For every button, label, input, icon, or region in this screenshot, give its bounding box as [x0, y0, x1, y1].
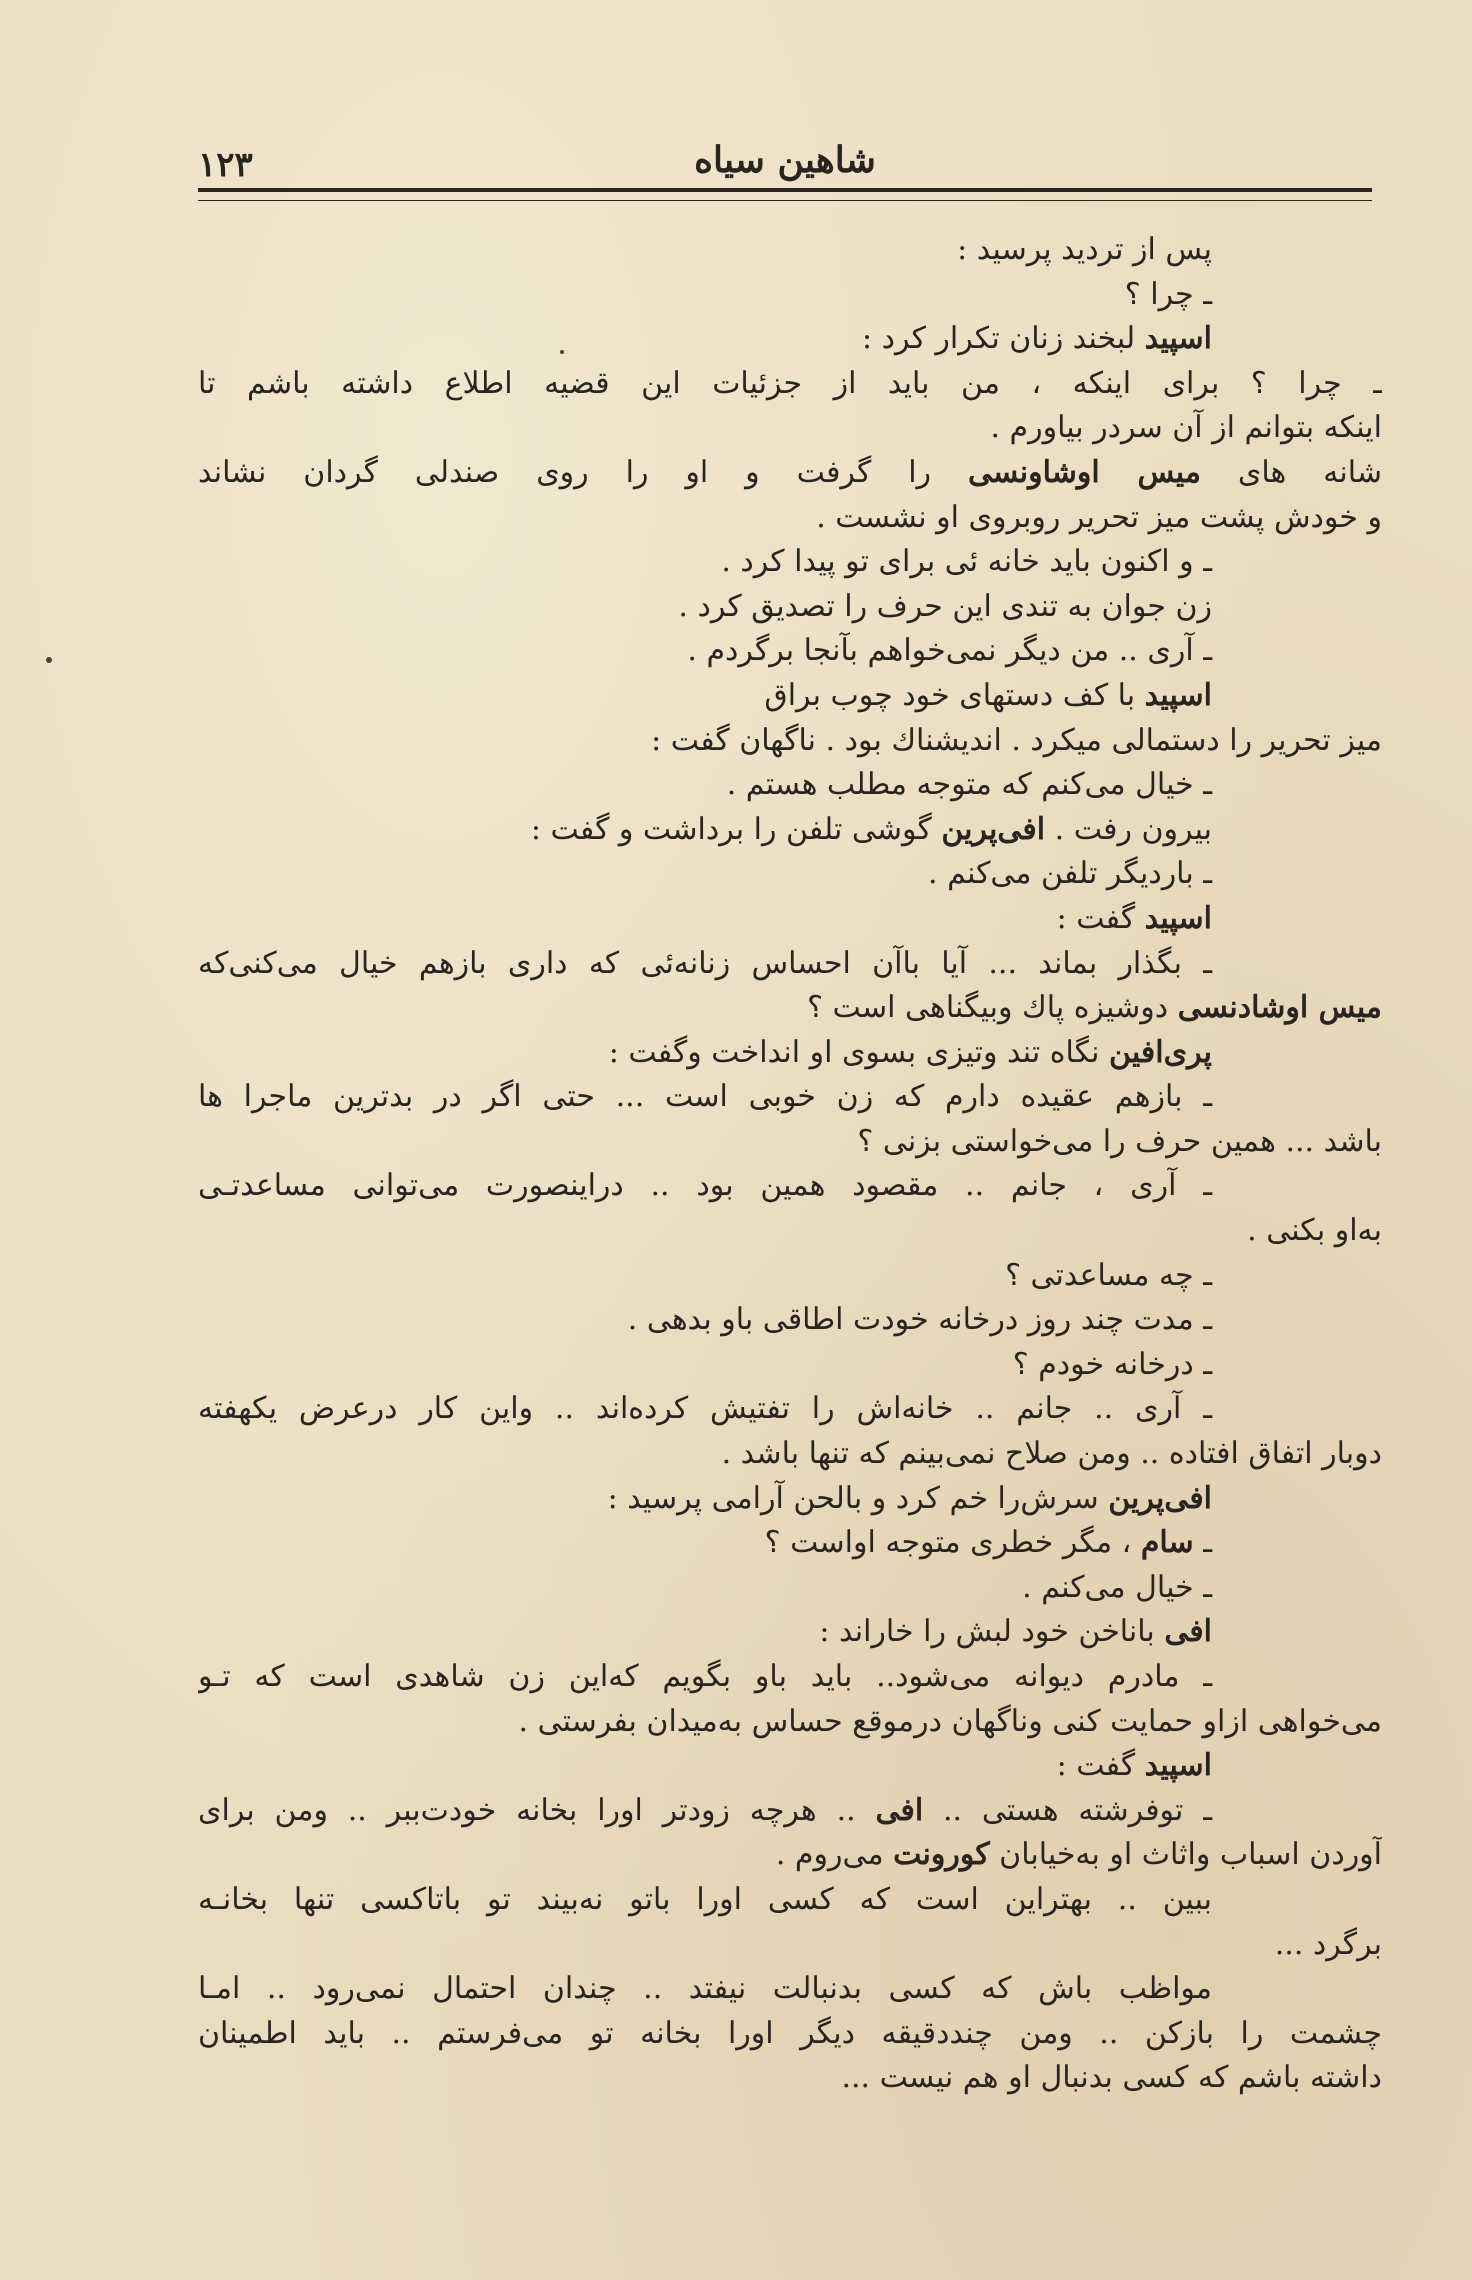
text-line: [198, 629, 1382, 674]
text-segment: و خودش پشت میز تحریر روبروی او نشست .: [816, 499, 1382, 535]
text-segment: زن جوان به تندی این حرف را تصدیق کرد .: [678, 588, 1212, 624]
text-segment: گفت :: [1056, 900, 1145, 936]
text-segment: ـ چرا ؟ برای اینکه ، من باید از جزئیات این قضیه اطلاع داشته باشم تا: [198, 365, 1382, 401]
character-name: پری‌افین: [1109, 1034, 1212, 1070]
text-line: [198, 1209, 1382, 1254]
text-segment: ـ مادرم دیوانه می‌شود.. باید باو بگویم که‌این زن شاهدی است که تـو: [198, 1659, 1212, 1694]
character-name: اسپید: [1144, 1748, 1212, 1784]
text-segment: باناخن خود لبش را خاراند :: [819, 1614, 1165, 1650]
character-name: میس اوشادنسی: [1177, 990, 1382, 1026]
text-line: [198, 1566, 1382, 1611]
text-segment: ـ آری .. من دیگر نمی‌خواهم بآنجا برگردم .: [687, 633, 1212, 669]
text-line: [198, 1254, 1382, 1299]
text-line: [198, 852, 1382, 897]
text-line: [198, 496, 1382, 541]
character-name: اسپید: [1144, 677, 1212, 713]
text-segment: ـ بازهم عقیده دارم که زن خوبی است ... حتی اگر در بدترین ماجرا ها: [198, 1079, 1212, 1115]
text-segment: ـ و اکنون باید خانه ئی برای تو پیدا کرد .: [721, 544, 1212, 580]
text-segment: ببین .. بهتراین است که کسی اورا باتو نه‌بیند تو باتاکسی تنها بخانـه: [198, 1881, 1212, 1917]
text-segment: با کف دستهای خود چوب براق: [764, 677, 1145, 713]
text-segment: ـ باردیگر تلفن می‌کنم .: [928, 856, 1212, 892]
text-segment: به‌او بکنی .: [1247, 1213, 1382, 1249]
text-segment: می‌خواهی ازاو حمایت کنی وناگهان درموقع حساس به‌میدان بفرستی .: [518, 1703, 1382, 1739]
text-line: [198, 1164, 1382, 1209]
character-name: میس اوشاونسی: [967, 454, 1201, 490]
ink-speck: [46, 657, 52, 663]
text-line: [198, 1700, 1382, 1745]
text-line: [198, 1744, 1382, 1789]
text-segment: آوردن اسباب واثاث او به‌خیابان: [989, 1837, 1382, 1873]
text-line: [198, 1120, 1382, 1165]
text-segment: سرش‌را خم کرد و بالحن آرامی پرسید :: [607, 1480, 1109, 1516]
text-segment: دوشیزه پاك وبیگناهی است ؟: [807, 990, 1178, 1026]
text-line: [198, 1923, 1382, 1968]
text-line: [198, 273, 1382, 318]
character-name: اسپید: [1144, 321, 1212, 357]
text-line: [198, 1031, 1382, 1076]
header-rule-thick: [198, 188, 1372, 192]
text-segment: برگرد ...: [1274, 1926, 1382, 1962]
text-line: [198, 719, 1382, 764]
text-segment: شانه های: [1200, 454, 1382, 490]
text-segment: باشد ... همین حرف را می‌خواستی بزنی ؟: [857, 1123, 1382, 1159]
text-segment: ـ آری ، جانم .. مقصود همین بود .. دراینصورت می‌توانی مساعدتـی: [198, 1168, 1212, 1204]
text-segment: مواظب باش که کسی بدنبالت نیفتد .. چندان احتمال نمی‌رود .. امـا: [198, 1971, 1212, 2007]
text-line: [198, 1075, 1382, 1120]
body-text: [198, 228, 1382, 2101]
text-segment: لبخند زنان تکرار کرد :: [862, 321, 1145, 357]
ink-speck: [560, 350, 564, 354]
text-segment: .. هرچه زودتر اورا بخانه خودت‌ببر .. ومن برای: [198, 1792, 876, 1828]
text-segment: می‌روم .: [775, 1837, 894, 1873]
text-segment: ـ خیال می‌کنم که متوجه مطلب هستم .: [726, 767, 1212, 803]
character-name: سام: [1140, 1525, 1194, 1561]
text-segment: گفت :: [1056, 1748, 1145, 1784]
text-segment: بیرون رفت .: [1045, 811, 1212, 847]
text-segment: ـ درخانه خودم ؟: [1012, 1346, 1212, 1382]
page-number: ١٢٣: [198, 145, 253, 185]
header-rule-thin: [198, 200, 1372, 201]
text-line: [198, 1343, 1382, 1388]
character-name: افی‌پرین: [941, 811, 1046, 847]
text-line: [198, 2056, 1382, 2101]
text-line: [198, 942, 1382, 987]
text-segment: ، مگر خطری متوجه اواست ؟: [764, 1525, 1141, 1561]
text-line: [198, 897, 1382, 942]
text-segment: ـ مدت چند روز درخانه خودت اطاقی باو بدهی .: [627, 1302, 1212, 1338]
text-segment: ـ آری .. جانم .. خانه‌اش را تفتیش کرده‌اند .. واین کار درعرض یکهفته: [198, 1391, 1212, 1427]
text-line: [198, 2012, 1382, 2057]
running-title: شاهین سیاه: [694, 139, 876, 181]
text-line: [198, 1967, 1382, 2012]
text-line: [198, 1610, 1382, 1655]
text-segment: ـ توفرشته هستی ..: [923, 1792, 1212, 1828]
text-line: [198, 451, 1382, 496]
text-line: [198, 1387, 1382, 1432]
text-segment: دوبار اتفاق افتاده .. ومن صلاح نمی‌بینم که تنها باشد .: [721, 1436, 1382, 1472]
text-segment: ـ چرا ؟: [1124, 276, 1212, 312]
text-line: [198, 228, 1382, 273]
character-name: افی: [875, 1792, 924, 1828]
character-name: اسپید: [1144, 900, 1212, 936]
text-line: [198, 986, 1382, 1031]
character-name: افی‌پرین: [1108, 1480, 1212, 1516]
text-line: [198, 1789, 1382, 1834]
text-line: [198, 1655, 1382, 1700]
text-line: [198, 674, 1382, 719]
text-line: [198, 1298, 1382, 1343]
text-line: [198, 406, 1382, 451]
text-segment: نگاه تند وتیزی بسوی او انداخت وگفت :: [608, 1034, 1110, 1070]
character-name: افی: [1164, 1614, 1212, 1650]
text-segment: ـ بگذار بماند ... آیا باآن احساس زنانه‌ئی که داری بازهم خیال می‌کنی‌که: [198, 945, 1212, 981]
text-segment: ـ خیال می‌کنم .: [1022, 1569, 1212, 1605]
text-segment: ـ چه مساعدتی ؟: [1005, 1257, 1212, 1293]
text-line: [198, 540, 1382, 585]
text-line: [198, 808, 1382, 853]
text-segment: چشمت را بازکن .. ومن چنددقیقه دیگر اورا بخانه تو می‌فرستم .. باید اطمینان: [198, 2015, 1382, 2051]
text-segment: اینکه بتوانم از آن سردر بیاورم .: [990, 410, 1382, 446]
text-line: [198, 1432, 1382, 1477]
text-line: [198, 1477, 1382, 1522]
text-line: [198, 1521, 1382, 1566]
text-segment: میز تحریر را دستمالی میکرد . اندیشناك بود . ناگهان گفت :: [651, 722, 1382, 758]
page-header: [198, 135, 1372, 191]
text-segment: پس از تردید پرسید :: [957, 232, 1212, 267]
text-segment: داشته باشم که کسی بدنبال او هم نیست ...: [841, 2060, 1382, 2096]
text-segment: گوشی تلفن را برداشت و گفت :: [530, 811, 942, 847]
text-line: [198, 317, 1382, 362]
text-line: [198, 763, 1382, 808]
text-line: [198, 1833, 1382, 1878]
text-segment: ـ: [1193, 1525, 1212, 1561]
character-name: کورونت: [893, 1837, 990, 1873]
text-line: [198, 362, 1382, 407]
text-line: [198, 585, 1382, 630]
text-segment: را گرفت و او را روی صندلی گردان نشاند: [198, 454, 968, 490]
text-line: [198, 1878, 1382, 1923]
